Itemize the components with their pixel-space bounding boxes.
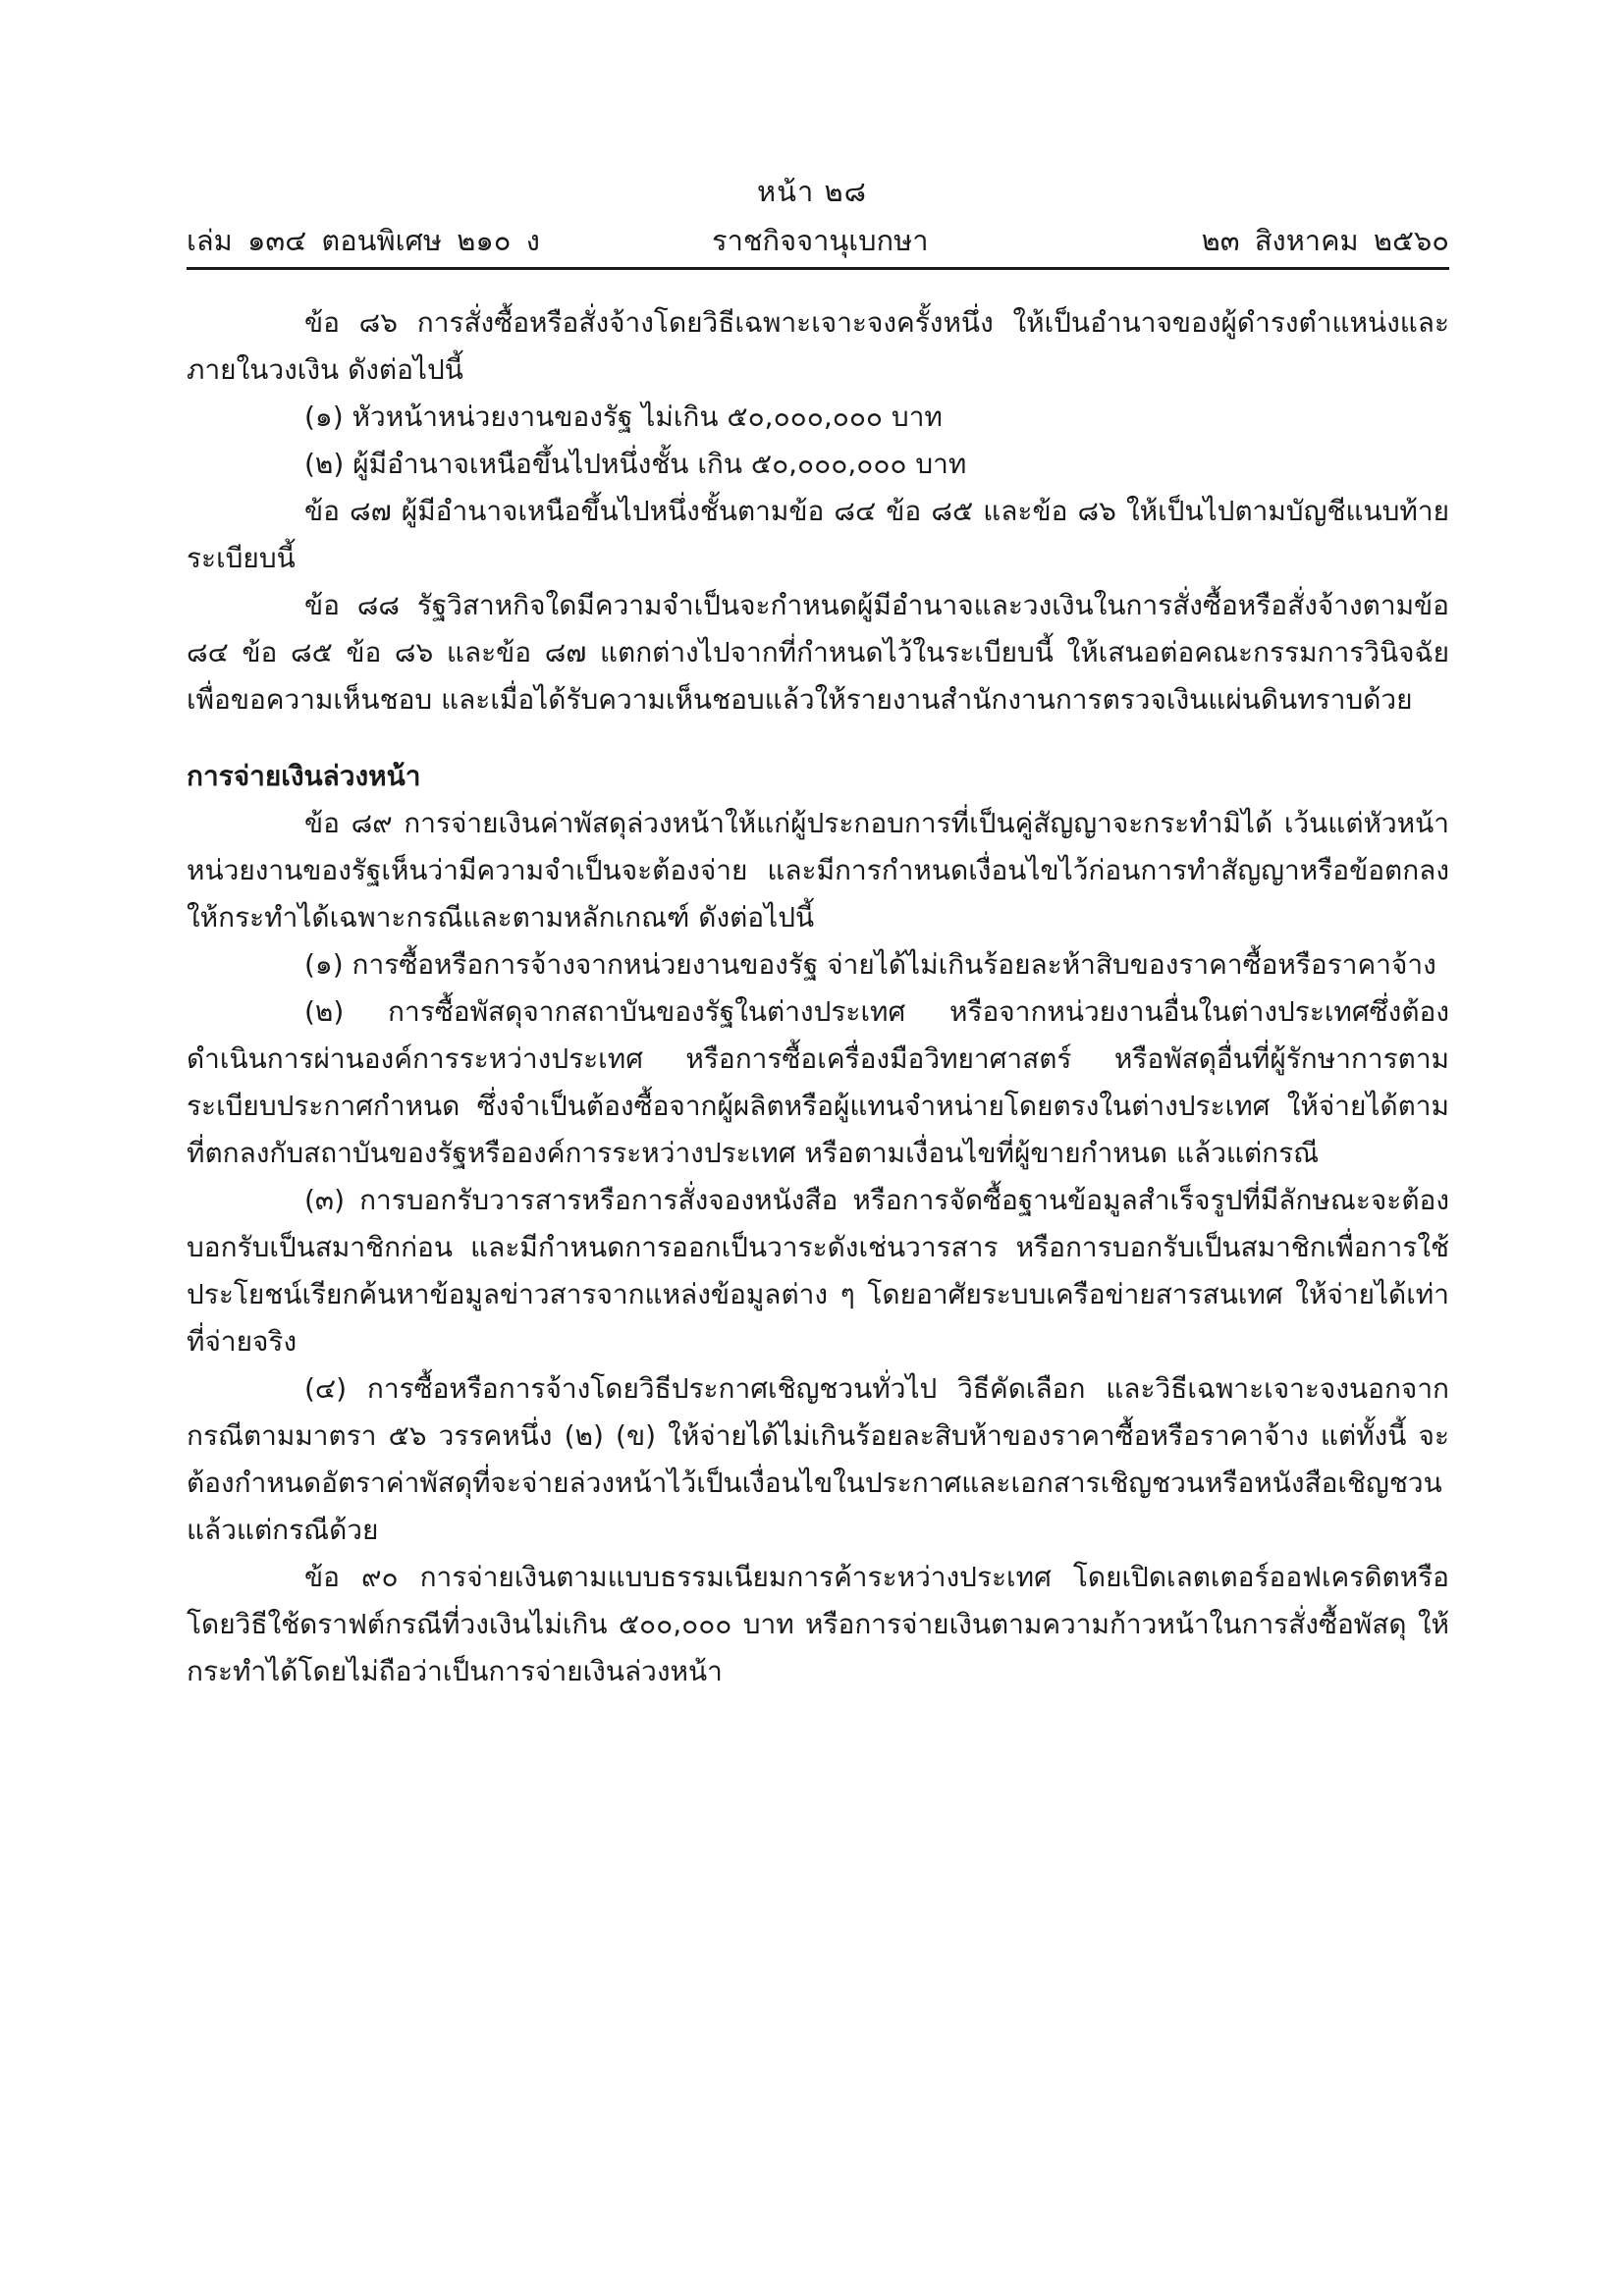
header-divider <box>187 267 1449 270</box>
page-number: หน้า ๒๘ <box>757 175 867 208</box>
article-86-item-1: (๑) หัวหน้าหน่วยงานของรัฐ ไม่เกิน ๕๐,๐๐๐,๐๐๐ บาท <box>304 400 943 433</box>
article-88: ข้อ ๘๘ รัฐวิสาหกิจใดมีความจำเป็นจะกำหนดผู้มีอำนาจและวงเงินในการสั่งซื้อหรือสั่งจ้างตามข้อ ๘๔ ข้อ ๘๕ ข้อ ๘๖ และข้อ ๘๗ แตกต่างไปจากที่กำหนดไว้ในระเบียบนี้ ให้เสนอต่อคณะกรรมการวินิจฉัยเพื่อขอความเห็นชอบ และเมื่อได้รับความเห็นชอบแล้วให้รายงานสำนักงานการตรวจเงินแผ่นดินทราบด้วย <box>187 589 1449 716</box>
gazette-name: ราชกิจจานุเบกษา <box>712 224 929 257</box>
article-89: ข้อ ๘๙ การจ่ายเงินค่าพัสดุล่วงหน้าให้แก่ผู้ประกอบการที่เป็นคู่สัญญาจะกระทำมิได้ เว้นแต่หัวหน้าหน่วยงานของรัฐเห็นว่ามีความจำเป็นจะต้องจ่าย และมีการกำหนดเงื่อนไขไว้ก่อนการทำสัญญาหรือข้อตกลง ให้กระทำได้เฉพาะกรณีและตามหลักเกณฑ์ ดังต่อไปนี้ <box>187 807 1449 934</box>
article-86-item-2: (๒) ผู้มีอำนาจเหนือขึ้นไปหนึ่งชั้น เกิน ๕๐,๐๐๐,๐๐๐ บาท <box>304 448 967 480</box>
article-89-item-3: (๓) การบอกรับวารสารหรือการสั่งจองหนังสือ หรือการจัดซื้อฐานข้อมูลสำเร็จรูปที่มีลักษณะจะต้องบอกรับเป็นสมาชิกก่อน และมีกำหนดการออกเป็นวาระดังเช่นวารสาร หรือการบอกรับเป็นสมาชิกเพื่อการใช้ประโยชน์เรียกค้นหาข้อมูลข่าวสารจากแหล่งข้อมูลต่าง ๆ โดยอาศัยระบบเครือข่ายสารสนเทศ ให้จ่ายได้เท่าที่จ่ายจริง <box>187 1184 1449 1358</box>
document-body <box>187 299 1449 1695</box>
article-89-item-4: (๔) การซื้อหรือการจ้างโดยวิธีประกาศเชิญชวนทั่วไป วิธีคัดเลือก และวิธีเฉพาะเจาะจงนอกจากกรณีตามมาตรา ๕๖ วรรคหนึ่ง (๒) (ข) ให้จ่ายได้ไม่เกินร้อยละสิบห้าของราคาซื้อหรือราคาจ้าง แต่ทั้งนี้ จะต้องกำหนดอัตราค่าพัสดุที่จะจ่ายล่วงหน้าไว้เป็นเงื่อนไขในประกาศและเอกสารเชิญชวนหรือหนังสือเชิญชวน แล้วแต่กรณีด้วย <box>187 1372 1449 1546</box>
article-86: ข้อ ๘๖ การสั่งซื้อหรือสั่งจ้างโดยวิธีเฉพาะเจาะจงครั้งหนึ่ง ให้เป็นอำนาจของผู้ดำรงตำแหน่งและภายในวงเงิน ดังต่อไปนี้ <box>187 306 1449 386</box>
section-heading: การจ่ายเงินล่วงหน้า <box>187 760 421 792</box>
article-89-item-2: (๒) การซื้อพัสดุจากสถาบันของรัฐในต่างประเทศ หรือจากหน่วยงานอื่นในต่างประเทศซึ่งต้องดำเนินการผ่านองค์การระหว่างประเทศ หรือการซื้อเครื่องมือวิทยาศาสตร์ หรือพัสดุอื่นที่ผู้รักษาการตามระเบียบประกาศกำหนด ซึ่งจำเป็นต้องซื้อจากผู้ผลิตหรือผู้แทนจำหน่ายโดยตรงในต่างประเทศ ให้จ่ายได้ตามที่ตกลงกับสถาบันของรัฐหรือองค์การระหว่างประเทศ หรือตามเงื่อนไขที่ผู้ขายกำหนด แล้วแต่กรณี <box>187 995 1449 1169</box>
article-89-item-1: (๑) การซื้อหรือการจ้างจากหน่วยงานของรัฐ จ่ายได้ไม่เกินร้อยละห้าสิบของราคาซื้อหรือราคาจ้าง <box>304 948 1436 981</box>
gazette-header <box>187 218 1449 257</box>
volume-issue: เล่ม ๑๓๔ ตอนพิเศษ ๒๑๐ ง <box>187 224 540 257</box>
article-90: ข้อ ๙๐ การจ่ายเงินตามแบบธรรมเนียมการค้าระหว่างประเทศ โดยเปิดเลตเตอร์ออฟเครดิตหรือโดยวิธีใช้ดราฟต์กรณีที่วงเงินไม่เกิน ๕๐๐,๐๐๐ บาท หรือการจ่ายเงินตามความก้าวหน้าในการสั่งซื้อพัสดุ ให้กระทำได้โดยไม่ถือว่าเป็นการจ่ายเงินล่วงหน้า <box>187 1561 1449 1687</box>
publication-date: ๒๓ สิงหาคม ๒๕๖๐ <box>1201 224 1449 257</box>
article-87: ข้อ ๘๗ ผู้มีอำนาจเหนือขึ้นไปหนึ่งชั้นตามข้อ ๘๔ ข้อ ๘๕ และข้อ ๘๖ ให้เป็นไปตามบัญชีแนบท้ายระเบียบนี้ <box>187 495 1449 574</box>
